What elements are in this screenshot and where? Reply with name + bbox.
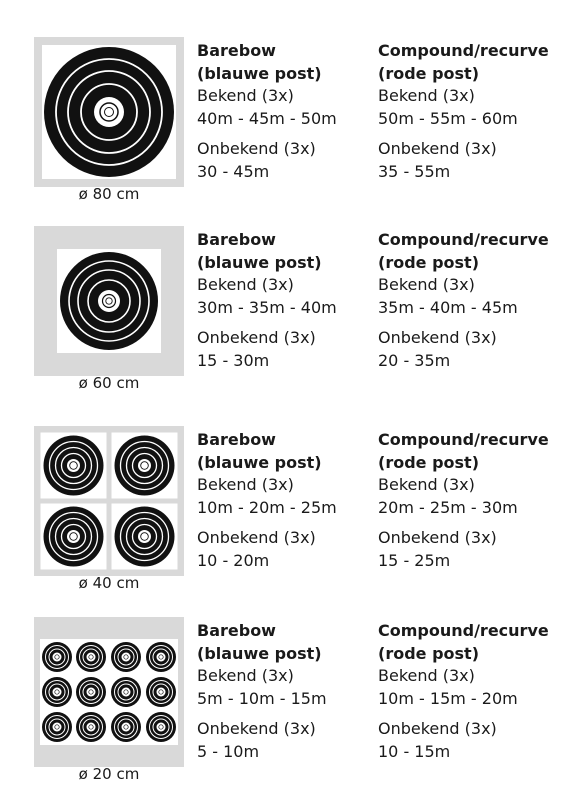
unknown-distances: 10 - 15m — [378, 741, 451, 761]
target-row-20cm — [0, 617, 571, 807]
unknown-distances: 15 - 30m — [197, 350, 270, 370]
target-face-panel — [34, 617, 184, 767]
unknown-distances: 35 - 55m — [378, 161, 451, 181]
compound-title: Compound/recurve — [378, 621, 549, 640]
compound-title: Compound/recurve — [378, 230, 549, 249]
barebow-column — [197, 40, 337, 183]
unknown-distances: 5 - 10m — [197, 741, 260, 761]
known-distances: 20m - 25m - 30m — [378, 497, 518, 517]
unknown-label: Onbekend (3x) — [378, 328, 497, 347]
target-face-icon — [34, 37, 184, 187]
barebow-post: (blauwe post) — [197, 63, 322, 83]
compound-column — [378, 620, 549, 763]
known-label: Bekend (3x) — [378, 666, 475, 685]
target-row-80cm — [0, 37, 571, 227]
barebow-post: (blauwe post) — [197, 452, 322, 472]
barebow-title: Barebow — [197, 430, 276, 449]
target-face-panel — [34, 226, 184, 376]
diameter-label: ø 20 cm — [78, 765, 140, 783]
compound-post: (rode post) — [378, 452, 479, 472]
unknown-label: Onbekend (3x) — [197, 719, 316, 738]
target-face-panel — [34, 426, 184, 576]
known-label: Bekend (3x) — [197, 275, 294, 294]
known-distances: 5m - 10m - 15m — [197, 688, 327, 708]
unknown-distances: 15 - 25m — [378, 550, 451, 570]
known-label: Bekend (3x) — [197, 666, 294, 685]
known-distances: 50m - 55m - 60m — [378, 108, 518, 128]
unknown-label: Onbekend (3x) — [197, 328, 316, 347]
barebow-post: (blauwe post) — [197, 252, 322, 272]
target-row-40cm — [0, 426, 571, 616]
barebow-post: (blauwe post) — [197, 643, 322, 663]
barebow-column — [197, 229, 337, 372]
known-label: Bekend (3x) — [197, 86, 294, 105]
diameter-label: ø 60 cm — [78, 374, 140, 392]
known-label: Bekend (3x) — [197, 475, 294, 494]
compound-post: (rode post) — [378, 252, 479, 272]
compound-column — [378, 229, 549, 372]
known-distances: 40m - 45m - 50m — [197, 108, 337, 128]
compound-post: (rode post) — [378, 643, 479, 663]
unknown-label: Onbekend (3x) — [378, 139, 497, 158]
compound-post: (rode post) — [378, 63, 479, 83]
target-face-panel — [34, 37, 184, 187]
diameter-label: ø 40 cm — [78, 574, 140, 592]
compound-title: Compound/recurve — [378, 430, 549, 449]
compound-column — [378, 40, 549, 183]
barebow-column — [197, 620, 327, 763]
target-face-icon — [34, 226, 184, 376]
unknown-label: Onbekend (3x) — [378, 528, 497, 547]
target-face-icon — [34, 426, 184, 576]
unknown-label: Onbekend (3x) — [197, 139, 316, 158]
known-distances: 10m - 20m - 25m — [197, 497, 337, 517]
unknown-distances: 20 - 35m — [378, 350, 451, 370]
barebow-title: Barebow — [197, 230, 276, 249]
known-distances: 35m - 40m - 45m — [378, 297, 518, 317]
known-label: Bekend (3x) — [378, 475, 475, 494]
barebow-title: Barebow — [197, 41, 276, 60]
compound-column — [378, 429, 549, 572]
unknown-label: Onbekend (3x) — [197, 528, 316, 547]
compound-title: Compound/recurve — [378, 41, 549, 60]
barebow-title: Barebow — [197, 621, 276, 640]
unknown-distances: 10 - 20m — [197, 550, 270, 570]
barebow-column — [197, 429, 337, 572]
known-label: Bekend (3x) — [378, 275, 475, 294]
target-row-60cm — [0, 226, 571, 416]
target-face-icon — [34, 617, 184, 767]
diameter-label: ø 80 cm — [78, 185, 140, 203]
unknown-label: Onbekend (3x) — [378, 719, 497, 738]
known-distances: 30m - 35m - 40m — [197, 297, 337, 317]
known-distances: 10m - 15m - 20m — [378, 688, 518, 708]
unknown-distances: 30 - 45m — [197, 161, 270, 181]
known-label: Bekend (3x) — [378, 86, 475, 105]
